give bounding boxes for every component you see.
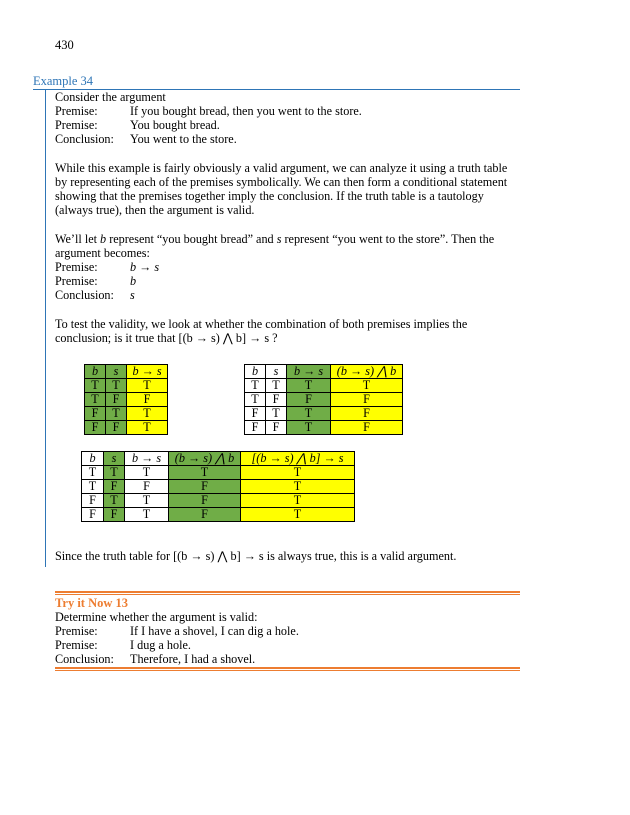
argument-text: If I have a shovel, I can dig a hole. xyxy=(130,624,299,638)
header-cell xyxy=(104,452,125,466)
paragraph-1-line-1: While this example is fairly obviously a valid argument, we can analyze it using a truth table xyxy=(55,161,508,175)
argument-conclusion xyxy=(55,132,237,146)
try-it-top-rule-thin xyxy=(55,594,520,595)
table-cell: F xyxy=(127,393,168,407)
table-cell: T xyxy=(127,421,168,435)
try-it-bottom-rule-thin xyxy=(55,670,520,671)
table-cell: T xyxy=(169,466,241,480)
example-left-bar xyxy=(45,89,46,567)
table-cell: F xyxy=(85,407,106,421)
table-row xyxy=(82,466,355,480)
symbolic-label: Conclusion: xyxy=(55,288,114,302)
table-row xyxy=(245,407,403,421)
symbolic-premise-1 xyxy=(55,260,159,274)
table-cell: T xyxy=(241,466,355,480)
para2-mid: represent “you bought bread” and xyxy=(106,232,277,246)
table-cell: T xyxy=(287,421,331,435)
table-cell: T xyxy=(266,407,287,421)
try-it-heading: Try it Now 13 xyxy=(55,596,129,610)
table-row xyxy=(82,494,355,508)
argument-premise-1 xyxy=(55,104,362,118)
paragraph-1-line-3: showing that the premises together imply the conclusion. If the truth table is a tautology xyxy=(55,189,484,203)
table-row xyxy=(245,421,403,435)
paragraph-2-line-2: argument becomes: xyxy=(55,246,150,260)
table-cell: T xyxy=(331,379,403,393)
table-cell: F xyxy=(169,494,241,508)
argument-text: You bought bread. xyxy=(130,118,220,132)
header-text: b → s xyxy=(131,451,162,465)
header-text: (b → s) ⋀ b xyxy=(174,451,235,465)
symbolic-premise-2 xyxy=(55,274,136,288)
table-cell: T xyxy=(245,379,266,393)
table-cell: F xyxy=(82,508,104,522)
table-cell: F xyxy=(169,480,241,494)
table-cell: T xyxy=(241,508,355,522)
symbolic-text: b → s xyxy=(130,260,160,274)
table-cell: T xyxy=(287,379,331,393)
table-header-row xyxy=(82,452,355,466)
page-number: 430 xyxy=(55,38,74,52)
table-row xyxy=(245,393,403,407)
table-cell: T xyxy=(241,480,355,494)
table-cell: F xyxy=(125,480,169,494)
table-cell: T xyxy=(106,407,127,421)
table-cell: T xyxy=(266,379,287,393)
table-row xyxy=(82,480,355,494)
header-text: (b → s) ⋀ b xyxy=(336,364,397,378)
table-cell: T xyxy=(125,494,169,508)
table-cell: F xyxy=(169,508,241,522)
try-it-top-rule xyxy=(55,591,520,593)
try-it-conclusion xyxy=(55,652,255,666)
header-text: b xyxy=(251,364,259,378)
header-cell xyxy=(125,452,169,466)
table-row xyxy=(85,393,168,407)
table-cell: F xyxy=(106,393,127,407)
symbolic-label: Premise: xyxy=(55,260,98,274)
header-cell xyxy=(169,452,241,466)
argument-label: Conclusion: xyxy=(55,132,114,146)
table-cell: F xyxy=(331,393,403,407)
table-row xyxy=(82,508,355,522)
para2-post: represent “you went to the store”. Then the xyxy=(281,232,495,246)
argument-label: Premise: xyxy=(55,624,98,638)
header-text: s xyxy=(113,364,119,378)
table-cell: F xyxy=(331,421,403,435)
table-cell: F xyxy=(287,393,331,407)
table-cell: T xyxy=(85,393,106,407)
paragraph-1-line-4: (always true), then the argument is valid. xyxy=(55,203,255,217)
table-header-row xyxy=(85,365,168,379)
header-text: s xyxy=(273,364,279,378)
table-cell: F xyxy=(104,508,125,522)
paragraph-3-line-1: To test the validity, we look at whether the combination of both premises implies the xyxy=(55,317,468,331)
table-cell: T xyxy=(127,379,168,393)
table-cell: F xyxy=(266,393,287,407)
table-cell: T xyxy=(245,393,266,407)
truth-table-2 xyxy=(244,364,403,435)
header-cell xyxy=(106,365,127,379)
example-heading: Example 34 xyxy=(33,74,94,88)
example-conclusion-text: Since the truth table for [(b → s) ⋀ b] → s is always true, this is a valid argument. xyxy=(55,549,457,563)
argument-label: Premise: xyxy=(55,118,98,132)
header-text: b xyxy=(91,364,99,378)
header-cell xyxy=(127,365,168,379)
table-cell: F xyxy=(266,421,287,435)
argument-text: I dug a hole. xyxy=(130,638,191,652)
symbolic-text: s xyxy=(130,288,135,302)
table-header-row xyxy=(245,365,403,379)
table-row xyxy=(85,407,168,421)
table-cell: T xyxy=(104,466,125,480)
header-cell xyxy=(245,365,266,379)
header-cell xyxy=(241,452,355,466)
table-cell: T xyxy=(82,466,104,480)
truth-table-1 xyxy=(84,364,168,435)
symbolic-conclusion xyxy=(55,288,135,302)
paragraph-3-line-2: conclusion; is it true that [(b → s) ⋀ b] → s ? xyxy=(55,331,278,345)
argument-label: Conclusion: xyxy=(55,652,114,666)
table-cell: F xyxy=(82,494,104,508)
argument-label: Premise: xyxy=(55,638,98,652)
symbolic-label: Premise: xyxy=(55,274,98,288)
try-it-intro: Determine whether the argument is valid: xyxy=(55,610,258,624)
header-cell xyxy=(266,365,287,379)
header-cell xyxy=(85,365,106,379)
table-row xyxy=(85,421,168,435)
try-it-premise-1 xyxy=(55,624,299,638)
table-cell: T xyxy=(127,407,168,421)
table-row xyxy=(85,379,168,393)
table-cell: T xyxy=(125,508,169,522)
header-cell xyxy=(331,365,403,379)
example-intro: Consider the argument xyxy=(55,90,166,104)
table-cell: F xyxy=(245,407,266,421)
argument-premise-2 xyxy=(55,118,220,132)
table-cell: T xyxy=(106,379,127,393)
table-cell: T xyxy=(85,379,106,393)
var-s: s xyxy=(276,232,282,246)
argument-text: Therefore, I had a shovel. xyxy=(130,652,256,666)
table-cell: F xyxy=(245,421,266,435)
header-text: b → s xyxy=(293,364,324,378)
try-it-premise-2 xyxy=(55,638,191,652)
truth-table-3 xyxy=(81,451,355,522)
header-text: s xyxy=(111,451,117,465)
header-text: b xyxy=(89,451,96,465)
argument-text: If you bought bread, then you went to the store. xyxy=(130,104,362,118)
table-cell: F xyxy=(104,480,125,494)
argument-text: You went to the store. xyxy=(130,132,237,146)
table-cell: T xyxy=(82,480,104,494)
header-text: [(b → s) ⋀ b] → s xyxy=(251,451,344,465)
try-it-bottom-rule xyxy=(55,667,520,669)
table-cell: T xyxy=(241,494,355,508)
table-cell: F xyxy=(85,421,106,435)
table-row xyxy=(245,379,403,393)
table-cell: T xyxy=(287,407,331,421)
argument-label: Premise: xyxy=(55,104,98,118)
paragraph-1-line-2: by representing each of the premises symbolically. We can then form a conditional statement xyxy=(55,175,508,189)
symbolic-text: b xyxy=(130,274,137,288)
table-cell: F xyxy=(331,407,403,421)
table-cell: F xyxy=(106,421,127,435)
para2-pre: We’ll let xyxy=(55,232,101,246)
paragraph-2-line-1 xyxy=(55,232,494,246)
var-b: b xyxy=(100,232,107,246)
table-cell: T xyxy=(104,494,125,508)
header-cell xyxy=(287,365,331,379)
header-cell xyxy=(82,452,104,466)
table-cell: T xyxy=(125,466,169,480)
header-text: b → s xyxy=(132,364,162,378)
